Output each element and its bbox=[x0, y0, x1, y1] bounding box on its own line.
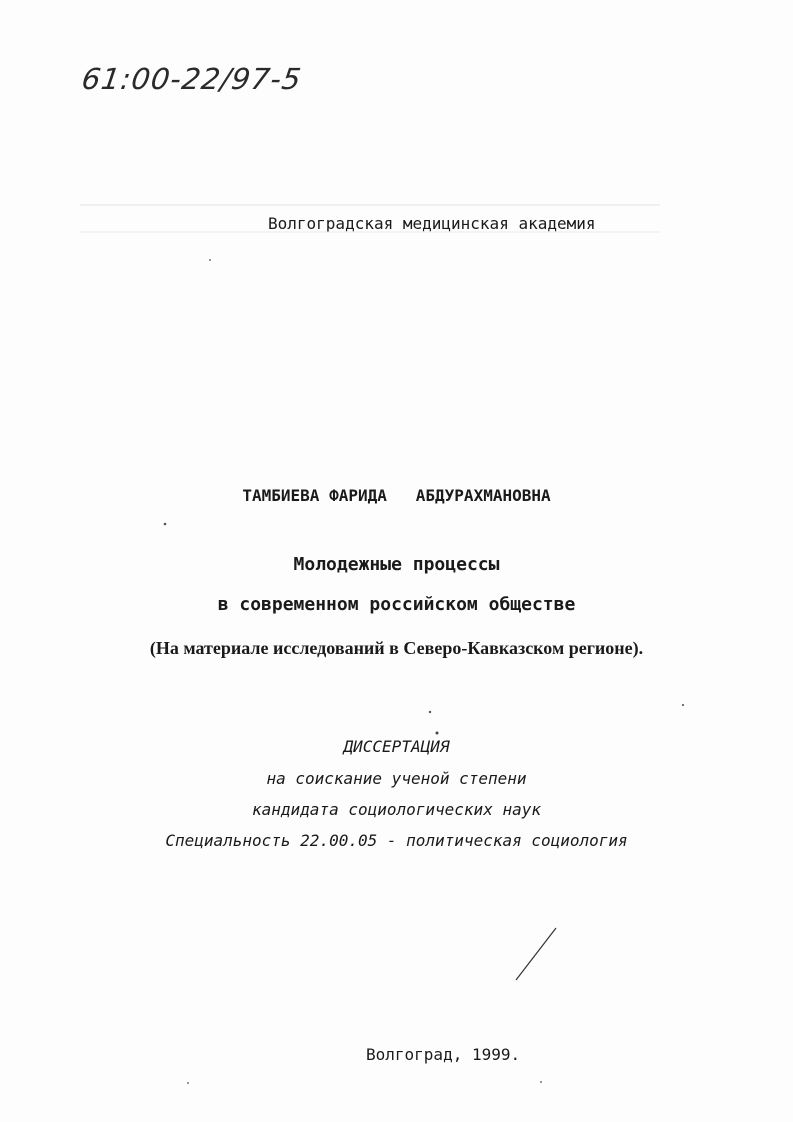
document-type: ДИССЕРТАЦИЯ bbox=[343, 737, 450, 756]
scan-dot bbox=[429, 711, 431, 713]
scan-dot bbox=[540, 1081, 542, 1083]
title-line-1: Молодежные процессы bbox=[293, 554, 500, 575]
scan-dot bbox=[682, 704, 684, 706]
author-name: ТАМБИЕВА ФАРИДА АБДУРАХМАНОВНА bbox=[242, 486, 551, 505]
degree-line-2: кандидата социологических наук bbox=[252, 800, 541, 819]
subtitle: (На материале исследований в Северо-Кавказском регионе). bbox=[149, 638, 644, 658]
scan-dot bbox=[209, 259, 211, 261]
archive-code-handwritten: 61:00-22/97-5 bbox=[79, 62, 304, 96]
scan-dot bbox=[436, 732, 439, 735]
degree-line-1: на соискание ученой степени bbox=[266, 769, 527, 788]
scan-dot bbox=[187, 1082, 189, 1084]
place-and-year: Волгоград, 1999. bbox=[366, 1045, 521, 1064]
title-line-2: в современном российском обществе bbox=[217, 594, 576, 615]
specialty: Специальность 22.00.05 - политическая социология bbox=[165, 831, 628, 850]
institution-name: Волгоградская медицинская академия bbox=[268, 214, 596, 233]
scan-dot bbox=[164, 523, 167, 526]
